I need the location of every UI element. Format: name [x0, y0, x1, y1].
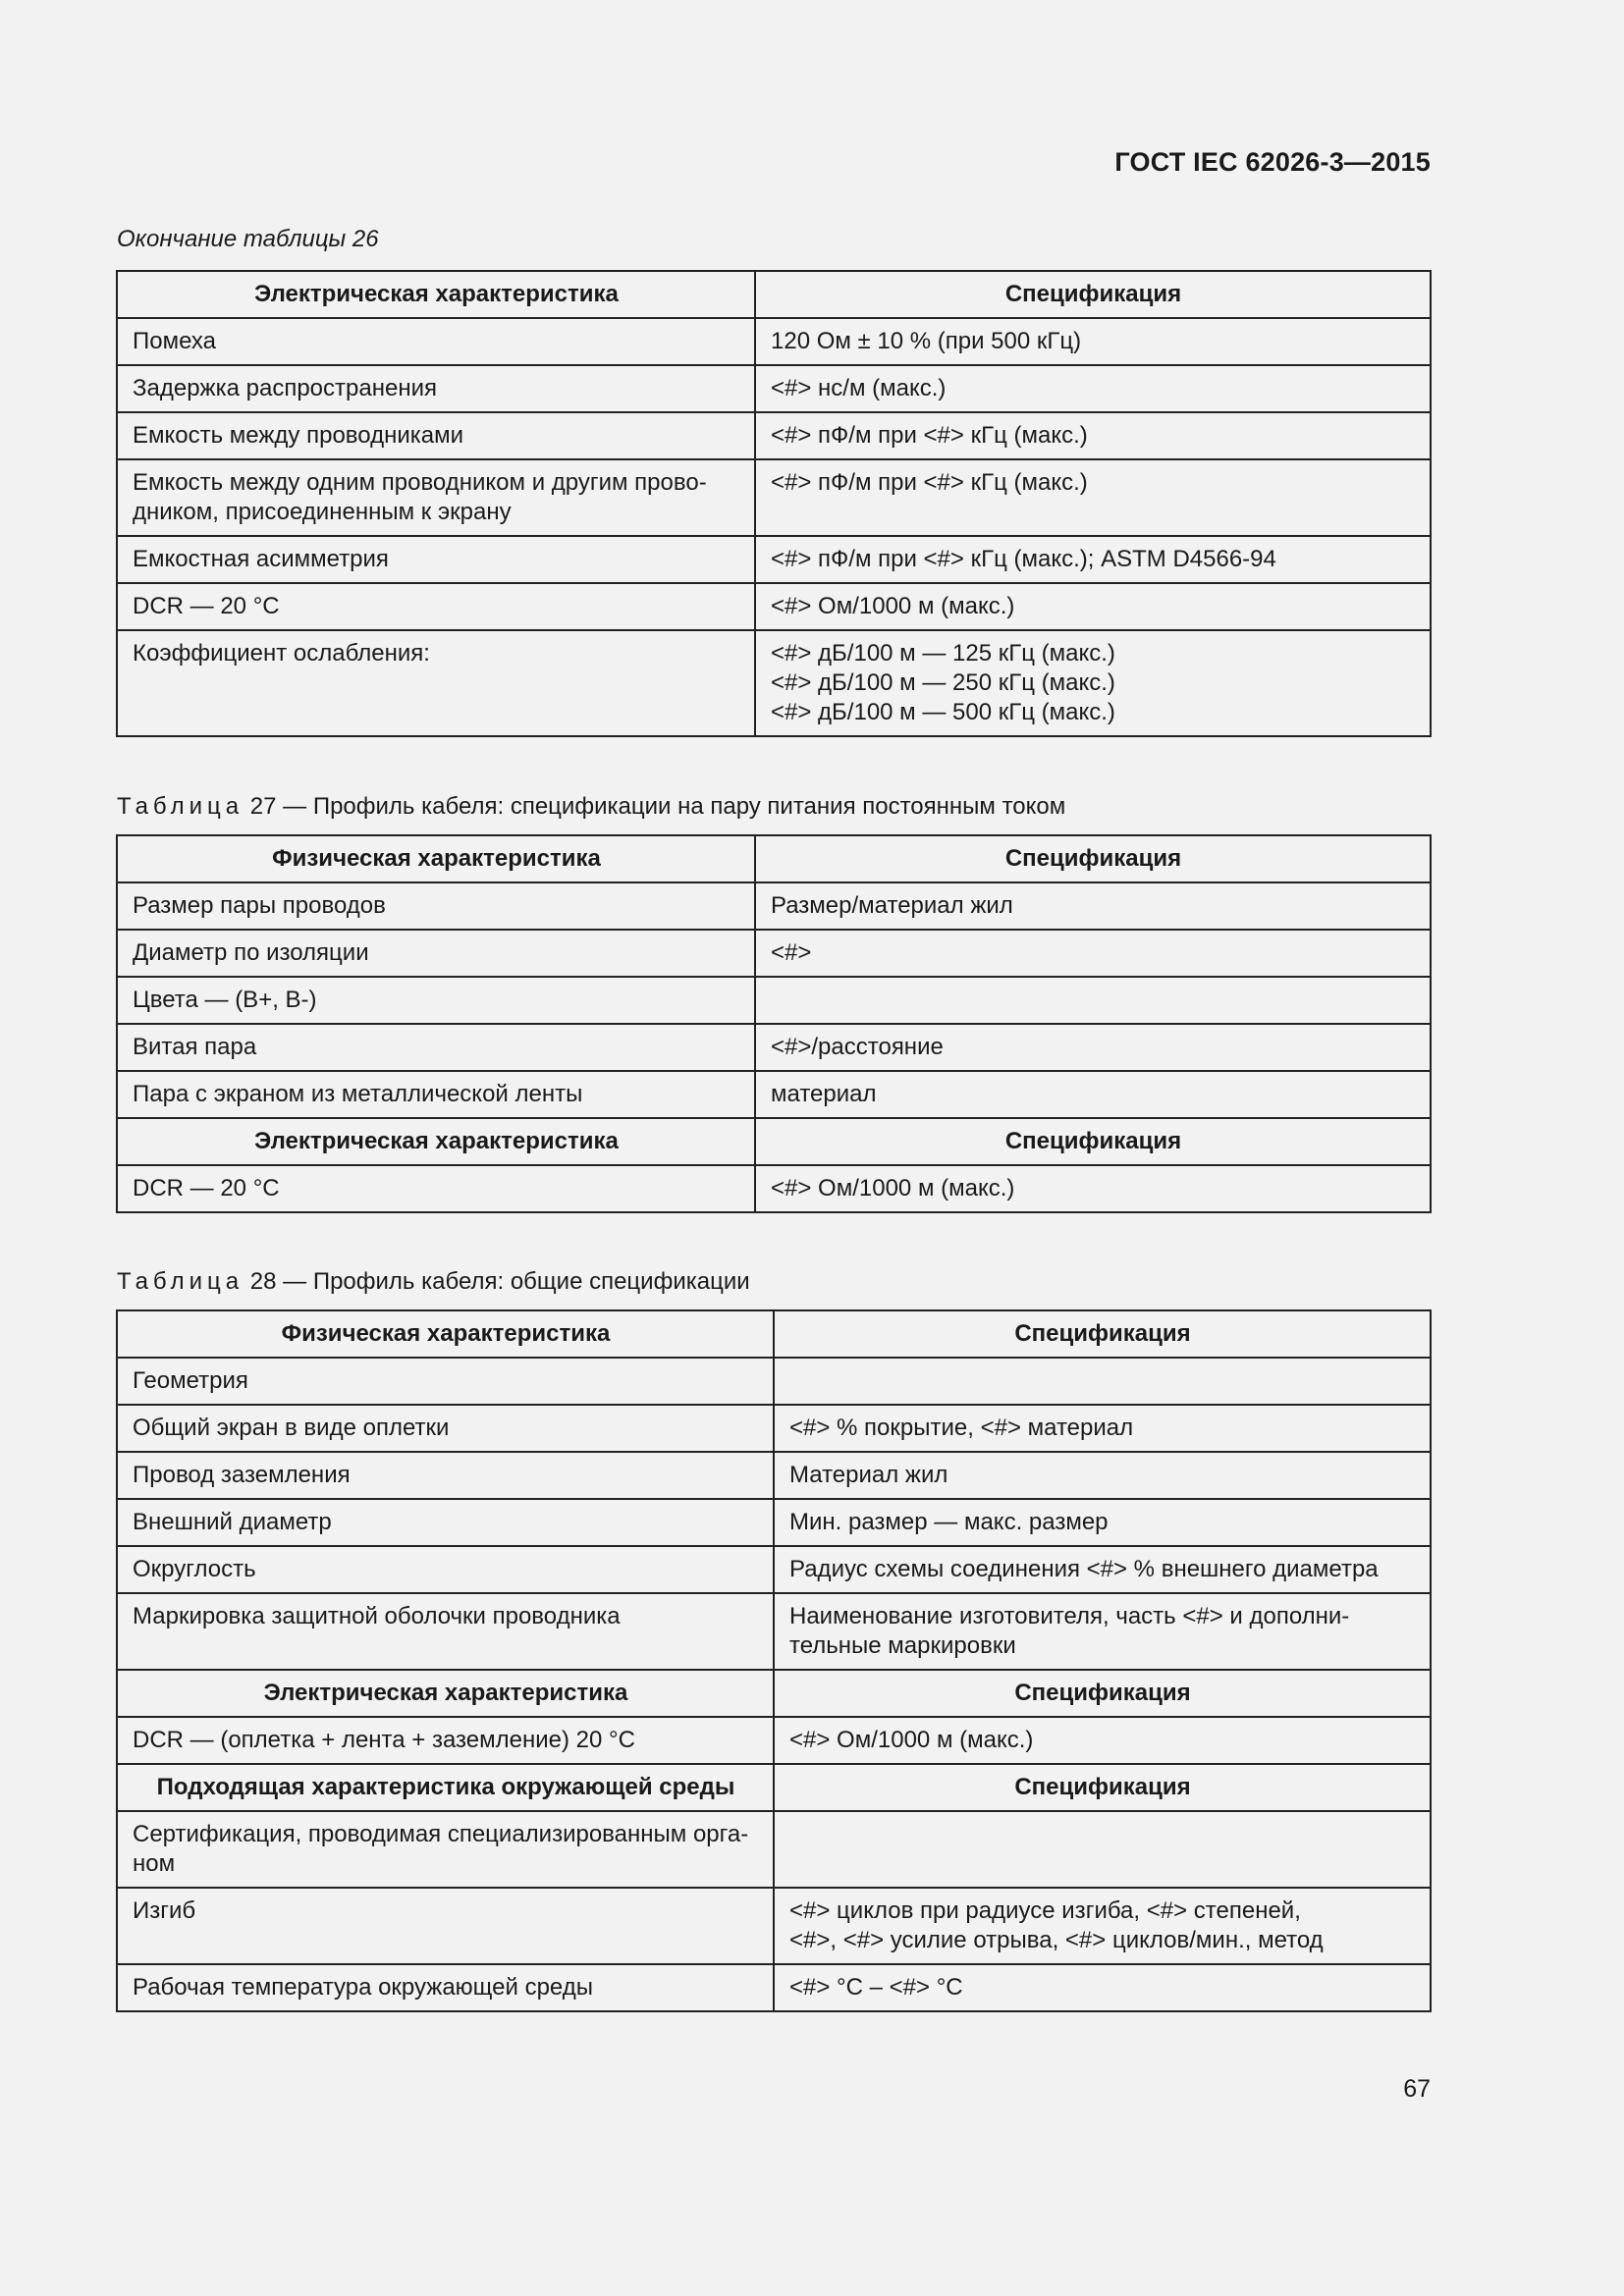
document-id-header: ГОСТ IEC 62026-3—2015: [1114, 147, 1431, 177]
table-row: [117, 583, 1431, 630]
page-number: 67: [1403, 2075, 1431, 2103]
characteristic-cell: DCR — 20 °С: [117, 1165, 755, 1212]
table-header-row: [117, 1310, 1431, 1358]
specification-cell: <#> циклов при радиусе изгиба, <#> степеней, <#>, <#> усилие отрыва, <#> циклов/мин., метод: [774, 1888, 1431, 1964]
table-row: [117, 536, 1431, 583]
characteristic-cell: Диаметр по изоляции: [117, 930, 755, 977]
column-header: Физическая характеристика: [117, 835, 755, 882]
table-header-row: [117, 835, 1431, 882]
specification-cell: <#> Ом/1000 м (макс.): [755, 583, 1431, 630]
column-header: Электрическая характеристика: [117, 1670, 774, 1717]
table28-caption: [117, 1268, 750, 1296]
characteristic-cell: Емкостная асимметрия: [117, 536, 755, 583]
specification-cell: Мин. размер — макс. размер: [774, 1499, 1431, 1546]
table-row: [117, 630, 1431, 736]
table-subheader-row: [117, 1670, 1431, 1717]
column-header: Электрическая характеристика: [117, 271, 755, 318]
column-header: Спецификация: [755, 271, 1431, 318]
specification-cell: <#> пФ/м при <#> кГц (макс.); ASTM D4566-94: [755, 536, 1431, 583]
table-row: [117, 365, 1431, 412]
characteristic-cell: Коэффициент ослабления:: [117, 630, 755, 736]
table-subheader-row: [117, 1118, 1431, 1165]
table-row: [117, 459, 1431, 536]
table-row: [117, 412, 1431, 459]
specification-cell: <#> °С – <#> °С: [774, 1964, 1431, 2011]
table-row: [117, 318, 1431, 365]
column-header: Электрическая характеристика: [117, 1118, 755, 1165]
table-header-row: [117, 271, 1431, 318]
column-header: Физическая характеристика: [117, 1310, 774, 1358]
table-row: [117, 1024, 1431, 1071]
table-row: [117, 1358, 1431, 1405]
characteristic-cell: Цвета — (В+, В-): [117, 977, 755, 1024]
specification-cell: Размер/материал жил: [755, 882, 1431, 930]
characteristic-cell: Провод заземления: [117, 1452, 774, 1499]
specification-cell: [755, 977, 1431, 1024]
characteristic-cell: DCR — (оплетка + лента + заземление) 20 °С: [117, 1717, 774, 1764]
column-header: Спецификация: [755, 1118, 1431, 1165]
table-row: [117, 1964, 1431, 2011]
table-label: Таблица: [117, 793, 244, 820]
column-header: Спецификация: [755, 835, 1431, 882]
table-row: [117, 1165, 1431, 1212]
specification-cell: <#> нс/м (макс.): [755, 365, 1431, 412]
table26: [116, 270, 1432, 737]
characteristic-cell: Размер пары проводов: [117, 882, 755, 930]
specification-cell: материал: [755, 1071, 1431, 1118]
characteristic-cell: Округлость: [117, 1546, 774, 1593]
characteristic-cell: Рабочая температура окружающей среды: [117, 1964, 774, 2011]
table-row: [117, 1452, 1431, 1499]
table-row: [117, 1071, 1431, 1118]
specification-cell: <#> % покрытие, <#> материал: [774, 1405, 1431, 1452]
characteristic-cell: Задержка распространения: [117, 365, 755, 412]
specification-cell: Материал жил: [774, 1452, 1431, 1499]
characteristic-cell: DCR — 20 °С: [117, 583, 755, 630]
table-subheader-row: [117, 1764, 1431, 1811]
table-row: [117, 977, 1431, 1024]
characteristic-cell: Сертификация, проводимая специализированным орга- ном: [117, 1811, 774, 1888]
column-header: Подходящая характеристика окружающей среды: [117, 1764, 774, 1811]
column-header: Спецификация: [774, 1764, 1431, 1811]
specification-cell: Радиус схемы соединения <#> % внешнего диаметра: [774, 1546, 1431, 1593]
table-row: [117, 1405, 1431, 1452]
characteristic-cell: Изгиб: [117, 1888, 774, 1964]
table-row: [117, 1717, 1431, 1764]
table-row: [117, 1593, 1431, 1670]
table27-caption: [117, 793, 1065, 821]
specification-cell: <#> дБ/100 м — 125 кГц (макс.) <#> дБ/100 м — 250 кГц (макс.) <#> дБ/100 м — 500 кГц (макс.): [755, 630, 1431, 736]
specification-cell: <#> Ом/1000 м (макс.): [755, 1165, 1431, 1212]
characteristic-cell: Геометрия: [117, 1358, 774, 1405]
characteristic-cell: Маркировка защитной оболочки проводника: [117, 1593, 774, 1670]
specification-cell: [774, 1811, 1431, 1888]
specification-cell: <#>: [755, 930, 1431, 977]
table-row: [117, 1546, 1431, 1593]
table-row: [117, 1888, 1431, 1964]
column-header: Спецификация: [774, 1670, 1431, 1717]
table-row: [117, 1811, 1431, 1888]
specification-cell: <#>/расстояние: [755, 1024, 1431, 1071]
specification-cell: 120 Ом ± 10 % (при 500 кГц): [755, 318, 1431, 365]
table-row: [117, 1499, 1431, 1546]
characteristic-cell: Емкость между проводниками: [117, 412, 755, 459]
specification-cell: [774, 1358, 1431, 1405]
table28: [116, 1309, 1432, 2012]
table-label: Таблица: [117, 1268, 244, 1295]
table-title: 28 — Профиль кабеля: общие спецификации: [249, 1268, 750, 1295]
characteristic-cell: Общий экран в виде оплетки: [117, 1405, 774, 1452]
table-row: [117, 930, 1431, 977]
characteristic-cell: Помеха: [117, 318, 755, 365]
table26-caption: Окончание таблицы 26: [117, 226, 379, 252]
specification-cell: <#> пФ/м при <#> кГц (макс.): [755, 412, 1431, 459]
characteristic-cell: Внешний диаметр: [117, 1499, 774, 1546]
specification-cell: <#> Ом/1000 м (макс.): [774, 1717, 1431, 1764]
table-row: [117, 882, 1431, 930]
characteristic-cell: Витая пара: [117, 1024, 755, 1071]
column-header: Спецификация: [774, 1310, 1431, 1358]
table27: [116, 834, 1432, 1213]
specification-cell: <#> пФ/м при <#> кГц (макс.): [755, 459, 1431, 536]
characteristic-cell: Емкость между одним проводником и другим прово- дником, присоединенным к экрану: [117, 459, 755, 536]
specification-cell: Наименование изготовителя, часть <#> и дополни- тельные маркировки: [774, 1593, 1431, 1670]
characteristic-cell: Пара с экраном из металлической ленты: [117, 1071, 755, 1118]
table-title: 27 — Профиль кабеля: спецификации на пару питания постоянным током: [249, 793, 1066, 820]
